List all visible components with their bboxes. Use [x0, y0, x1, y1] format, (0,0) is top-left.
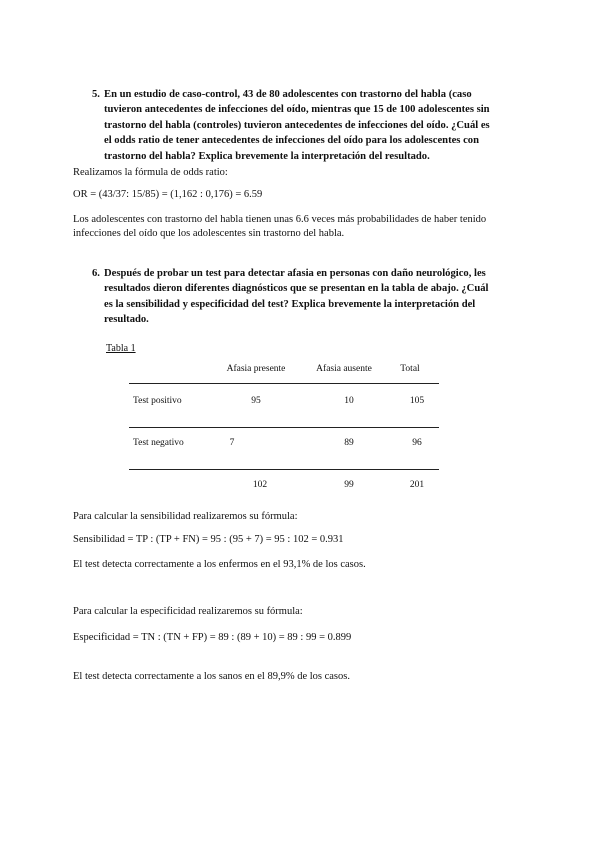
table-total: 99 [344, 480, 354, 490]
table-cell: 89 [344, 438, 354, 448]
table-header: Total [400, 364, 420, 374]
table-total: 102 [252, 480, 268, 490]
odds-ratio-intro: Realizamos la fórmula de odds ratio: [73, 167, 228, 178]
table-row-label: Test negativo [133, 438, 184, 448]
question-5-line: trastorno del habla (controles) tuvieron antecedentes de infecciones del oído. ¿Cuál es [104, 119, 490, 131]
question-5-line: el odds ratio de tener antecedentes de infecciones del oído para los adolescentes con [104, 135, 479, 147]
conclusion-line: Los adolescentes con trastorno del habla tienen unas 6.6 veces más probabilidades de haber tenido [73, 214, 487, 225]
table-rule [129, 427, 439, 428]
table-cell: 7 [229, 438, 235, 448]
table-header: Afasia presente [226, 364, 286, 374]
table-cell: 10 [344, 396, 354, 406]
question-6-line: es la sensibilidad y especificidad del test? Explica brevemente la interpretación del [104, 298, 476, 310]
question-5-line: trastorno del habla? Explica brevemente la interpretación del resultado. [104, 150, 430, 162]
specificity-conclusion: El test detecta correctamente a los sanos en el 89,9% de los casos. [73, 671, 350, 682]
question-5-line: En un estudio de caso-control, 43 de 80 adolescentes con trastorno del habla (caso [104, 89, 472, 100]
question-6 [92, 266, 544, 328]
table-row-label: Test positivo [133, 396, 182, 406]
sensitivity-conclusion: El test detecta correctamente a los enfermos en el 93,1% de los casos. [73, 559, 366, 570]
table-cell: 95 [251, 396, 261, 406]
question-5 [92, 87, 544, 164]
conclusion-line: infecciones del oído que los adolescentes sin trastorno del habla. [73, 228, 345, 239]
table-caption: Tabla 1 [106, 343, 136, 354]
table-cell: 105 [409, 396, 425, 406]
odds-ratio-conclusion [73, 213, 553, 241]
question-5-number: 5. [92, 89, 100, 100]
sensitivity-intro: Para calcular la sensibilidad realizaremos su fórmula: [73, 511, 298, 522]
table-rule [129, 469, 439, 470]
table-rule [129, 383, 439, 384]
table-header: Afasia ausente [316, 364, 372, 374]
specificity-formula: Especificidad = TN : (TN + FP) = 89 : (89 + 10) = 89 : 99 = 0.899 [73, 632, 352, 643]
table-total: 201 [409, 480, 425, 490]
question-6-line: Después de probar un test para detectar afasia en personas con daño neurológico, les [104, 268, 486, 279]
question-6-line: resultado. [104, 314, 149, 326]
question-5-line: tuvieron antecedentes de infecciones del oído, mientras que 15 de 100 adolescentes sin [104, 104, 490, 116]
question-6-number: 6. [92, 268, 100, 279]
question-6-line: resultados dieron diferentes diagnósticos que se presentan en la tabla de abajo. ¿Cuál [104, 283, 489, 295]
table-cell: 96 [412, 438, 422, 448]
sensitivity-formula: Sensibilidad = TP : (TP + FN) = 95 : (95 + 7) = 95 : 102 = 0.931 [73, 534, 344, 545]
odds-ratio-formula: OR = (43/37: 15/85) = (1,162 : 0,176) = 6.59 [73, 189, 263, 200]
specificity-intro: Para calcular la especificidad realizaremos su fórmula: [73, 606, 303, 617]
